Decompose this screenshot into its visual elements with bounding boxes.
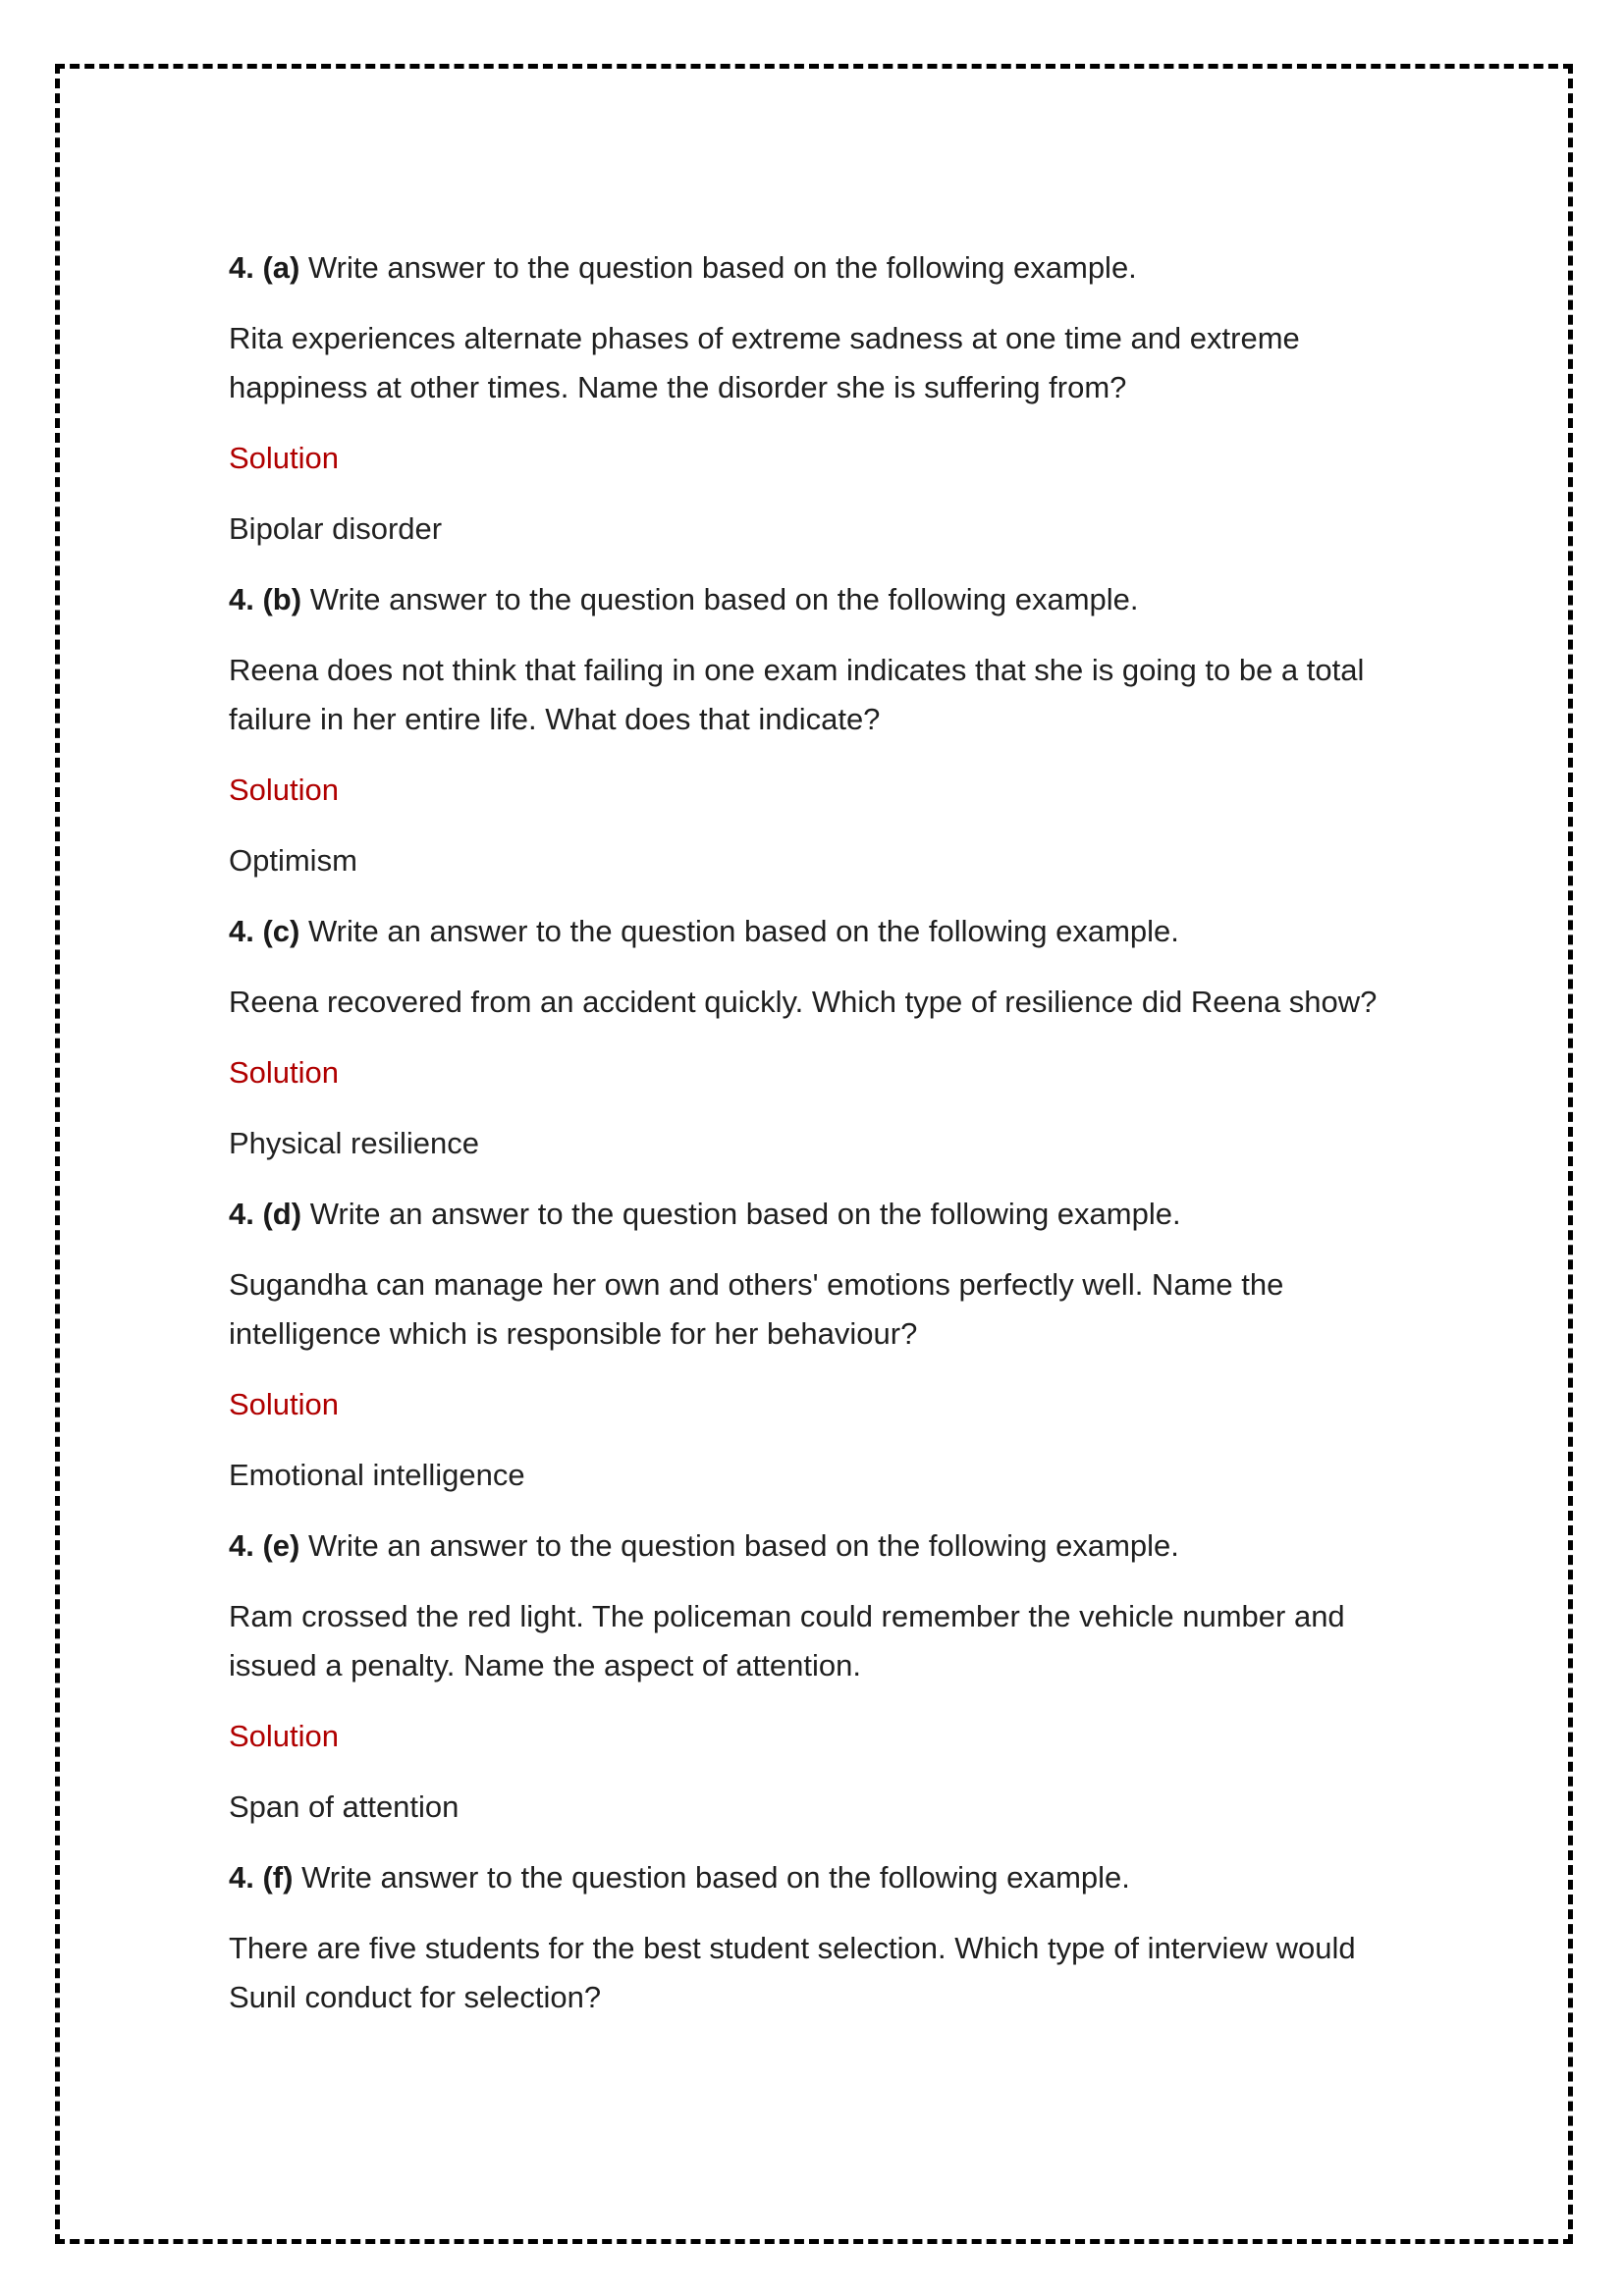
question-heading xyxy=(229,1190,1407,1239)
question-number: 4. (c) xyxy=(229,914,300,948)
solution-label: Solution xyxy=(229,1719,340,1753)
question-prompt: Write an answer to the question based on the following example. xyxy=(309,1197,1181,1231)
question-prompt: Write answer to the question based on the following example. xyxy=(307,250,1137,285)
question-prompt: Write an answer to the question based on the following example. xyxy=(307,914,1179,948)
solution-label: Solution xyxy=(229,1387,340,1421)
question-prompt: Write answer to the question based on the following example. xyxy=(301,1860,1130,1895)
solution-answer: Optimism xyxy=(229,843,357,878)
question-number: 4. (d) xyxy=(229,1197,302,1231)
question-scenario: Reena recovered from an accident quickly. Which type of resilience did Reena show? xyxy=(229,985,1378,1019)
question-scenario: There are five students for the best student selection. Which type of interview would Sunil conduct for selection? xyxy=(229,1931,1356,2014)
solution-answer: Span of attention xyxy=(229,1789,460,1824)
question-scenario: Reena does not think that failing in one exam indicates that she is going to be a total failure in her entire life. What does that indicate? xyxy=(229,653,1365,736)
question-scenario: Ram crossed the red light. The policeman could remember the vehicle number and issued a penalty. Name the aspect of attention. xyxy=(229,1599,1345,1682)
question-scenario: Sugandha can manage her own and others' emotions perfectly well. Name the intelligence which is responsible for her behaviour? xyxy=(229,1267,1284,1351)
solution-label: Solution xyxy=(229,1055,340,1090)
question-number: 4. (b) xyxy=(229,582,302,616)
question-heading xyxy=(229,575,1407,624)
question-heading xyxy=(229,243,1407,293)
solution-answer: Bipolar disorder xyxy=(229,511,443,546)
question-prompt: Write answer to the question based on the following example. xyxy=(309,582,1139,616)
question-prompt: Write an answer to the question based on the following example. xyxy=(307,1528,1179,1563)
solution-label: Solution xyxy=(229,773,340,807)
question-number: 4. (f) xyxy=(229,1860,294,1895)
solution-label: Solution xyxy=(229,441,340,475)
solution-answer: Physical resilience xyxy=(229,1126,479,1160)
solution-answer: Emotional intelligence xyxy=(229,1458,525,1492)
question-number: 4. (e) xyxy=(229,1528,300,1563)
question-list xyxy=(229,243,1407,2044)
question-heading xyxy=(229,1853,1407,1902)
question-heading xyxy=(229,907,1407,956)
question-heading xyxy=(229,1522,1407,1571)
question-number: 4. (a) xyxy=(229,250,300,285)
question-scenario: Rita experiences alternate phases of extreme sadness at one time and extreme happiness at other times. Name the disorder she is suffering from? xyxy=(229,321,1300,404)
